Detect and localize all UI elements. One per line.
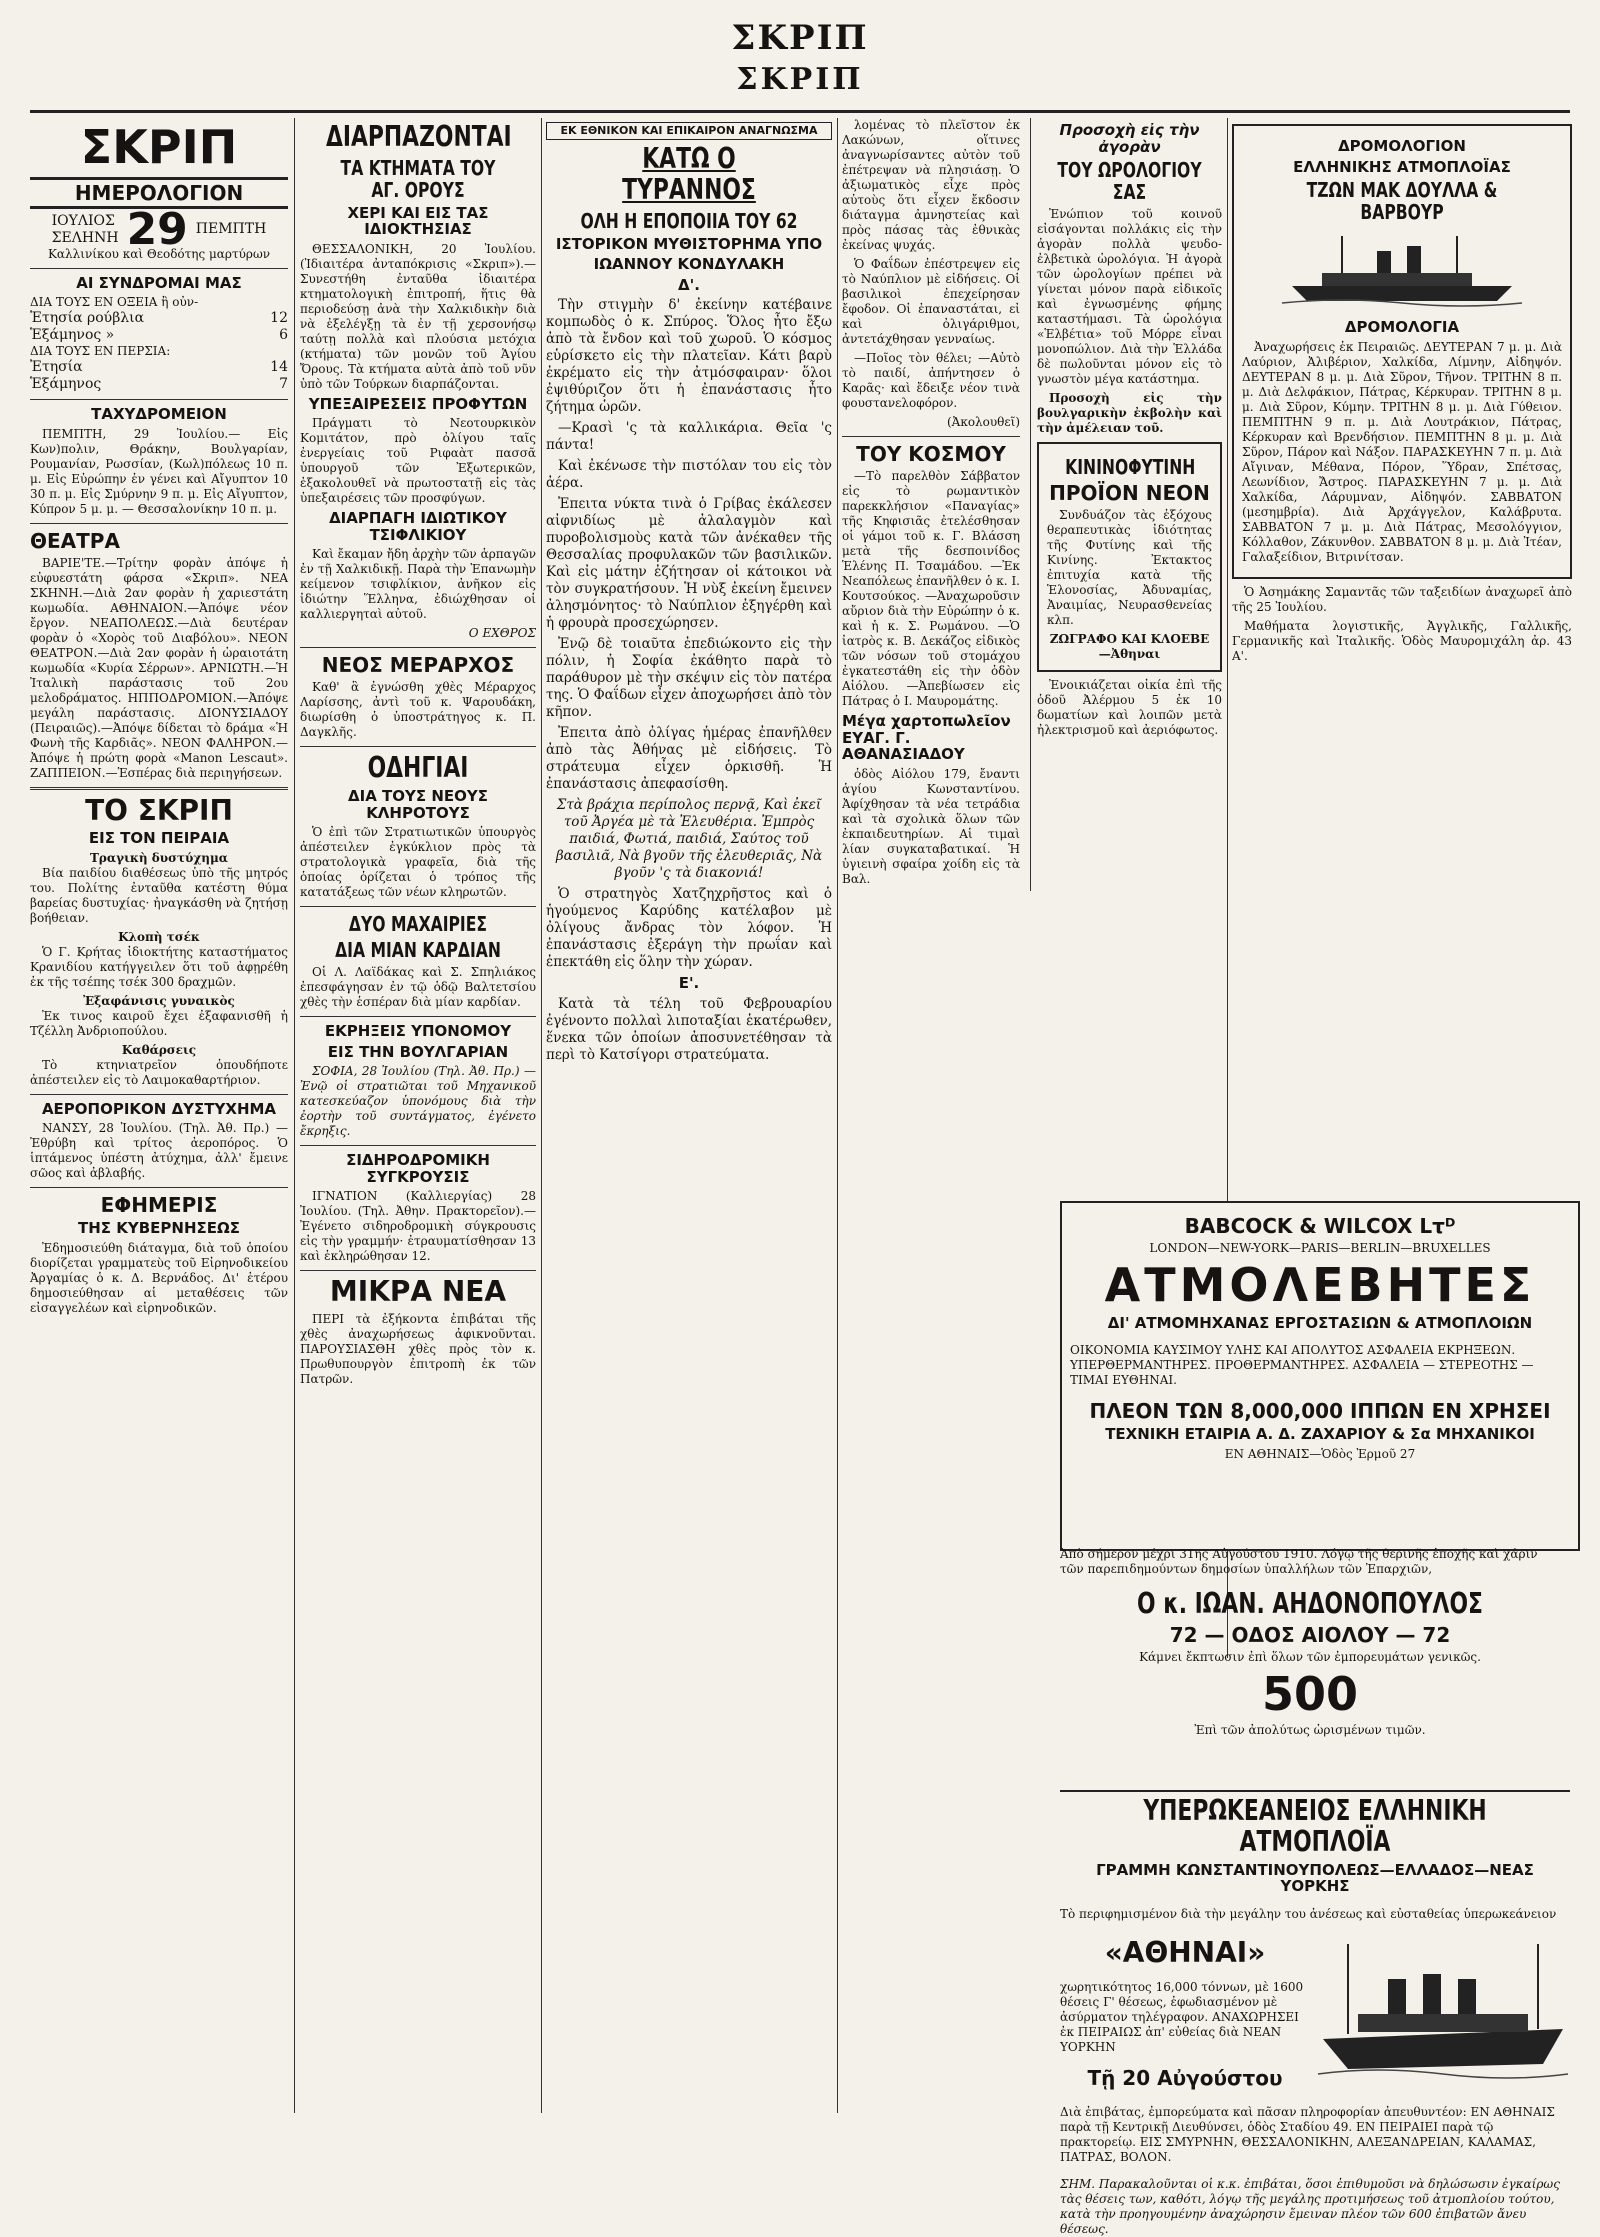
divider bbox=[300, 1016, 536, 1017]
quinine-ad bbox=[1037, 442, 1222, 672]
divider bbox=[30, 1187, 288, 1188]
line-left bbox=[1060, 1934, 1310, 2094]
line-subtitle: ΓΡΑΜΜΗ ΚΩΝΣΤΑΝΤΙΝΟΥΠΟΛΕΩΣ—ΕΛΛΑΔΟΣ—ΝΕΑΣ ΥΟΡΚΗΣ bbox=[1096, 1860, 1534, 1896]
piraeus-item-title: Κλοπὴ τσέκ bbox=[118, 929, 200, 944]
serial-text: λομένας τὸ πλεῖστον ἐκ Λακώνων, οἵτινες ἀναγνωρίσαντες αὐτὸν τοῦ ἐπέτρεψαν νὰ πλησιάσῃ. Ὁ ἀξιωματικὸς εἶχε πρὸς αὐτοὺς ὅτι εἶχεν ἔκδοσιν διάταγμα ἀμνηστείας καὶ πρὸς πάσας τὰς ἐθνικὰς ἐκείνας ψυχάς. bbox=[842, 118, 1020, 252]
theatres-text: ΒΑΡΙΕ'ΤΕ.—Τρίτην φορὰν ἀπόψε ἡ εὐφυεστάτη φάρσα «Σκριπ». ΝΕΑ ΣΚΗΝΗ.—Διὰ 2αν φορὰν ἡ χαριεστάτη κωμωδία. ΑΘΗΝΑΙΟΝ.—Ἀπόψε νέον ἔργον. ΝΕΑΠΟΛΕΩΣ.—Διὰ δευτέραν φορὰν ὁ «Χορὸς τοῦ Διαβόλου». ΝΕΟΝ ΘΕΑΤΡΟΝ.—Διὰ 2αν φορὰν ἡ ὡραιοτάτη κωμωδία «Κυρία Σέρρων». ΑΡΝΙΩΤΗ.—Ἡ Ἰταλικὴ παράστασις τοῦ 2ου μελοδράματος. ΗΠΠΟΔΡΟΜΙΟΝ.—Ἀπόψε μεγάλη παράστασις. ΔΙΟΝΥΣΙΑΔΟΥ (Πειραιῶς).—Ἀπόψε δίδεται τὸ δράμα «Ἡ Φωνὴ τῆς Καρδιᾶς». ΝΕΟΝ ΦΑΛΗΡΟΝ.—Ἀπόψε ἡ πρώτη φορὰ «Manon Lescaut». ΖΑΠΠΕΙΟΝ.—Ἑσπέρας διὰ περιηγήσεων. bbox=[30, 555, 288, 780]
shipping-schedule bbox=[1232, 124, 1572, 579]
piraeus-item-text: Ὁ Γ. Κρήτας ἰδιοκτήτης καταστήματος Κρανιδίου κατήγγειλεν ὅτι τοῦ ἀφῃρέθη ἐκ τῆς τσέπης τσέκ 300 δραχμῶν. bbox=[30, 944, 288, 989]
masthead-title-top: ΣΚΡΙΠ bbox=[731, 18, 869, 58]
watch-ad-text: Ἐνώπιον τοῦ κοινοῦ εἰσάγονται πολλάκις εἰς τὴν ἀγορὰν πολλὰ ψευδο-ἐλβετικὰ ὡρολόγια. Ἡ ἀγορὰ τῶν ὡρολογίων πρέπει νὰ γίνεται μόνον παρὰ εἰδικοῖς καὶ ἐγνωσμένης φήμης καταστήμασι. Τὰ ὡρολόγια «Ἑλβέτια» τοῦ Μόρρε εἶναι μονοπώλιον. Διὰ τὴν Ἑλλάδα δὲ πωλοῦνται μόνον εἰς τὸ γνωστὸν μέγα κατάστημα. bbox=[1037, 207, 1222, 386]
piraeus-heading: ΤΟ ΣΚΡΙΠ bbox=[85, 793, 233, 827]
article-text: Καθ' ἃ ἐγνώσθη χθὲς Μέραρχος Λαρίσσης, ἀντὶ τοῦ κ. Ψαρουδάκη, διωρίσθη ὁ ὑποστράτηγος κ. Π. Δαγκλῆς. bbox=[300, 680, 536, 740]
routes-heading: ΔΡΟΜΟΛΟΓΙΑ bbox=[1344, 318, 1460, 336]
transatlantic-ad bbox=[1060, 1790, 1570, 2237]
column-divider bbox=[837, 118, 838, 2113]
quinine-text: Συνδυάζον τὰς ἐξόχους θεραπευτικὰς ἰδιότητας τῆς Φυτίνης καὶ τῆς Κινίνης. Ἐκτακτος ἐπιτυχία κατὰ τῆς Ἑλονοσίας, Ἀδυναμίας, Ἀναιμίας, Νευρασθενείας κλπ. bbox=[1047, 508, 1212, 627]
boiler-dealer: ΤΕΧΝΙΚΗ ΕΤΑΙΡΙΑ Α. Δ. ΖΑΧΑΡΙΟΥ & Σα ΜΗΧΑΝΙΚΟΙ bbox=[1105, 1425, 1535, 1444]
piraeus-item-text: Βία παιδίου διαθέσεως ὑπὸ τῆς μητρός του. Πολίτης ἐνταῦθα κατέστη θύμα βαρείας δυστυχίας· ἠναγκάσθη νὰ ζητήσῃ βοήθειαν. bbox=[30, 865, 288, 925]
continued-note: (Ἀκολουθεῖ) bbox=[946, 415, 1020, 429]
routes-text: Ἀναχωρήσεις ἐκ Πειραιῶς. ΔΕΥΤΕΡΑΝ 7 μ. μ. Διὰ Λαύριον, Ἀλιβέριον, Χαλκίδα, Λίμνην, Αἰδηψόν. ΔΕΥΤΕΡΑΝ 8 μ. μ. Διὰ Σῦρον, Τῆνον. ΤΡΙΤΗΝ 8 π. μ. Διὰ Δελφάκιον, Πάτρας, Κέρκυραν. ΤΡΙΤΗΝ 8 μ. μ. Διὰ Σῦρον, Κύμην. ΤΡΙΤΗΝ 8 μ. μ. Διὰ Γύθειον. ΠΕΜΠΤΗΝ 9 π. μ. Διὰ Λουτράκιον, Πάτρας, Κέρκυραν καὶ Βρενδήσιον. ΠΕΜΠΤΗΝ 8 μ. μ. Διὰ Σῦρον, Πάρον καὶ Νάξον. ΠΑΡΑΣΚΕΥΗΝ 7 π. μ. Διὰ Αἴγιναν, Μέθανα, Πόρον, Ὕδραν, Σπέτσας, Λεωνίδιον, Ἄστρος. ΠΑΡΑΣΚΕΥΗΝ 7 μ. μ. Διὰ Χαλκίδα, Λάρυμναν, Αἰδηψόν. ΣΑΒΒΑΤΟΝ (μεσημβρία). Διὰ Ἀρχάγγελον, Καλάβρυτα. ΣΑΒΒΑΤΟΝ 7 μ. μ. Διὰ Πάτρας, Μεσολόγγιον, Κόλλαθον, Ζάκυνθον. ΣΑΒΒΑΤΟΝ 8 μ. μ. Διὰ Ἰτέαν, Γαλαξείδιον, Βιτρινίτσαν. bbox=[1242, 339, 1562, 564]
column-5 bbox=[1232, 118, 1572, 1178]
masthead-rule bbox=[30, 110, 1570, 113]
shipping-owner: ΤΖΩΝ ΜΑΚ ΔΟΥΛΛΑ & ΒΑΡΒΟΥΡ bbox=[1306, 178, 1498, 224]
article-text: ΠΕΡΙ τὰ ἐξήκοντα ἐπιβάται τῆς χθὲς ἀναχωρήσεως ἀφικνοῦνται. ΠΑΡΟΥΣΙΑΣΘΗ χθὲς πρὸς τὸν κ. Πρωθυπουργὸν ἐπιτροπὴ ἐκ τῶν Πατρῶν. bbox=[300, 1311, 536, 1386]
piraeus-item-title: Τραγικὴ δυστύχημα bbox=[90, 850, 228, 865]
subheadline: ΕΙΣ ΤΗΝ ΒΟΥΛΓΑΡΙΑΝ bbox=[327, 1042, 509, 1061]
piraeus-item-text: Ἐκ τινος καιροῦ ἔχει ἐξαφανισθῆ ἡ Τζέλλη Ἀνδριοπούλου. bbox=[30, 1008, 288, 1038]
headline: ΜΙΚΡΑ ΝΕΑ bbox=[329, 1275, 507, 1309]
line-title: ΥΠΕΡΩΚΕΑΝΕΙΟΣ ΕΛΛΗΝΙΚΗ ΑΤΜΟΠΛΟΪΑ bbox=[1143, 1794, 1487, 1858]
column-divider bbox=[294, 118, 295, 2113]
watch-ad-title: Προσοχὴ εἰς τὴν ἀγορὰν bbox=[1059, 121, 1200, 156]
day-number: 29 bbox=[126, 204, 188, 256]
stationery-ad-title: Μέγα χαρτοπωλεῖον ΕΥΑΓ. Γ. ΑΘΑΝΑΣΙΑΔΟΥ bbox=[842, 712, 1011, 763]
subs-row: Ἑξάμηνος 7 bbox=[30, 376, 288, 393]
line-body bbox=[1060, 1934, 1570, 2094]
bookstore-address: 72 — ΟΔΟΣ ΑΙΟΛΟΥ — 72 bbox=[1169, 1622, 1451, 1647]
boiler-address: ΕΝ ΑΘΗΝΑΙΣ—Ὁδὸς Ἐρμοῦ 27 bbox=[1224, 1446, 1416, 1461]
ocean-liner-icon bbox=[1318, 1934, 1568, 2084]
chapter-number: Δ'. bbox=[678, 275, 700, 294]
paper-name: ΣΚΡΙΠ bbox=[80, 120, 238, 174]
society-text: —Τὸ παρελθὸν Σάββατον εἰς τὸ ρωμαντικὸν παρεκκλήσιον «Παναγίας» τῆς Κηφισιᾶς ἐτελέσθησαν οἱ γάμοι τοῦ κ. Γ. Βλάσση μετὰ τῆς δεσποινίδος Ἑλένης Π. Τσαμάδου. —Ἐκ Νεαπόλεως ἐπανῆλθεν ὁ κ. Ι. Κουτσούκος. —Ἀναχωροῦσιν αὔριον διὰ τὴν Εὐρώπην ὁ κ. καὶ ἡ κ. Σ. Ρωμάνου. —Ὁ ἰατρὸς κ. Β. Δεκάζος εἰδικὸς τῶν νόσων τοῦ στομάχου ἐγκατεστάθη εἰς τὴν ὁδὸν Αἰόλου. —Ἀπεβίωσεν εἰς Πάτρας ὁ Ι. Μαυρομάτης. bbox=[842, 469, 1020, 708]
shipping-title: ΔΡΟΜΟΛΟΓΙΟΝ bbox=[1338, 137, 1466, 155]
quinine-subtitle: ΠΡΟΪΟΝ ΝΕΟΝ bbox=[1049, 481, 1210, 505]
serial-genre: ΙΣΤΟΡΙΚΟΝ ΜΥΘΙΣΤΟΡΗΜΑ ΥΠΟ bbox=[555, 234, 823, 253]
article-text: ΙΓΝΑΤΙΟΝ (Καλλιεργίας) 28 Ἰουλίου. (Τηλ. Ἀθην. Πρακτορεῖον).— Ἐγένετο σιδηροδρομικὴ σύγκρουσις εἰς τὴν γραμμήν· ἐτραυματίσθησαν 13 καὶ ἐκληρώθησαν 12. bbox=[300, 1189, 536, 1264]
line-agents: Διὰ ἐπιβάτας, ἐμπορεύματα καὶ πᾶσαν πληροφορίαν ἀπευθυντέον: ΕΝ ΑΘΗΝΑΙΣ παρὰ τῇ Κεντρικῇ Διευθύνσει, ὁδὸς Σταδίου 49. ΕΝ ΠΕΙΡΑΙΕΙ παρὰ τῷ πρακτορείῳ. ΕΙΣ ΣΜΥΡΝΗΝ, ΘΕΣΣΑΛΟΝΙΚΗΝ, ΑΛΕΞΑΝΔΡΕΙΑΝ, ΚΑΛΑΜΑΣ, ΠΑΤΡΑΣ, ΒΟΛΟΝ. bbox=[1060, 2105, 1555, 2165]
chapter-number: Ε'. bbox=[678, 974, 700, 993]
bookstore-foot: Ἐπὶ τῶν ἀπολύτως ὡρισμένων τιμῶν. bbox=[1194, 1723, 1426, 1738]
subs-persia: ΔΙΑ ΤΟΥΣ ΕΝ ΠΕΡΣΙΑ: bbox=[30, 344, 171, 359]
masthead-title-bottom: ΣΚΡΙΠ bbox=[736, 62, 864, 97]
serial-text: —Κρασὶ 'ς τὰ καλλικάρια. Θεῖα 'ς πάντα! bbox=[546, 420, 832, 454]
column-3 bbox=[546, 118, 832, 2108]
gazette-text: Ἐδημοσιεύθη διάταγμα, διὰ τοῦ ὁποίου διορίζεται γραμματεὺς τοῦ Εἰρηνοδικείου Ἀργαμίας ὁ κ. Δ. Βερνάδος. Δι' ἑτέρου δημοσιεύθησαν αἱ μεταθέσεις τῶν εἰσαγγελέων καὶ εἰρηνοδικῶν. bbox=[30, 1240, 288, 1315]
serial-text: Ἐπειτα νύκτα τινὰ ὁ Γρίβας ἐκάλεσεν αἰφνιδίως μὲ ἀλαλαγμὸν καὶ πυροβολισμοὺς κατὰ τῶν ἀνέκαθεν τῆς Θεσσαλίας προφυλακῶν τῶν βασιλικῶν. Καὶ εἰς μάτην ἐζήτησαν οἱ κάτοικοι νὰ τὸν συγκρατήσουν. Ἡ νὺξ ἐκείνη ἔμεινεν ἀλησμόνητος· τὸ Ναύπλιον ἐξηγέρθη καὶ ἡ φρουρὰ προσεχώρησεν. bbox=[546, 496, 832, 632]
quinine-title: ΚΙΝΙΝΟΦΥΤΙΝΗ bbox=[1065, 455, 1196, 479]
stationery-ad-text: ὁδὸς Αἰόλου 179, ἔναντι ἁγίου Κωνσταντίνου. Ἀφίχθησαν τὰ νέα τετράδια καὶ τὰ σχολικὰ ὅλων τῶν ἐκπαιδευτηρίων. Αἱ τιμαὶ λίαν συγκαταβατικαί. Ἡ ὑγιεινὴ σφαίρα χοίδη εἰς τὰ Βαλ. bbox=[842, 766, 1020, 886]
lessons-notice: Μαθήματα λογιστικῆς, Ἀγγλικῆς, Γαλλικῆς, Γερμανικῆς καὶ Ἰταλικῆς. Ὁδὸς Μαυρομιχάλη ἀρ. 43 Α'. bbox=[1232, 618, 1572, 663]
article-text: Καὶ ἔκαμαν ἤδη ἀρχὴν τῶν ἁρπαγῶν ἐν τῇ Χαλκιδικῇ. Παρὰ τὴν Ἐπανωμὴν κείμενον τσιφλίκιον, ἀνῆκον εἰς ἰδιώτην Ἕλληνα, ἐδιώχθησαν οἱ καλλιεργηταὶ αὐτοῦ. bbox=[300, 547, 536, 622]
headline: ΤΑ ΚΤΗΜΑΤΑ ΤΟΥ ΑΓ. ΟΡΟΥΣ bbox=[340, 155, 496, 202]
serial-verse: Στὰ βράχια περίπολος περνᾷ, Καὶ ἐκεῖ τοῦ Ἀργέα μὲ τὰ Ἐλευθέρια. Ἐμπρὸς παιδιά, Φωτιά, παιδιά, Σαύτος τοῦ βασιλιᾶ, Νὰ βγοῦν τῆς ἐλευθεριᾶς, Νὰ βγοῦν 'ς τὰ διακονιά! bbox=[555, 797, 823, 882]
boiler-brand: BABCOCK & WILCOX Lτᴰ bbox=[1184, 1214, 1456, 1238]
divider bbox=[30, 399, 288, 400]
divider bbox=[30, 1094, 288, 1095]
serial-text: Ἐνῷ δὲ τοιαῦτα ἐπεδιώκοντο εἰς τὴν πόλιν, ἡ Σοφία ἐκάθητο παρὰ τὸ παράθυρον μὲ τὴν σκέψιν εἰς τὸν πατέρα της. Ὁ Φαΐδων εἶχεν ἀποχωρήσει ἀπὸ τὸν κῆπον. bbox=[546, 636, 832, 721]
bookstore-text: Ἀπὸ σήμερον μέχρι 31ης Αὐγούστου 1910. Λόγῳ τῆς θερινῆς ἐποχῆς καὶ χάριν τῶν παρεπιδημούντων δημοσίων ὑπαλλήλων τῶν Ἐπαρχιῶν, bbox=[1060, 1547, 1538, 1576]
serial-author: ΙΩΑΝΝΟΥ ΚΟΝΔΥΛΑΚΗ bbox=[593, 255, 785, 274]
article-text: ΣΟΦΙΑ, 28 Ἰουλίου (Τηλ. Ἀθ. Πρ.) —Ἐνῷ οἱ στρατιῶται τοῦ Μηχανικοῦ κατεσκεύαζον ὑπονόμους διὰ τὴν ἐορτὴν τοῦ συντάγματος, ἐγένετο ἔκρηξις. bbox=[300, 1064, 536, 1139]
serial-title: ΚΑΤΩ Ο ΤΥΡΑΝΝΟΣ bbox=[622, 142, 756, 206]
divider bbox=[300, 1270, 536, 1271]
post-text: ΠΕΜΠΤΗ, 29 Ἰουλίου.— Εἰς Κων)πολιν, Θράκην, Βουλγαρίαν, Ρουμανίαν, Ρωσσίαν, (Κωλ)πόλεως 10 π. μ. Εἰς Εὐρώπην ἐν γένει καὶ Αἴγυπτον 10 30 π. μ. Εἰς Σμύρνην 9 π. μ. Εἰς Αἴγυπτον, Κύπρον 5 μ. μ. — Θεσσαλονίκην 10 π. μ. bbox=[30, 426, 288, 516]
article-text: ΘΕΣΣΑΛΟΝΙΚΗ, 20 Ἰουλίου. (Ἰδιαιτέρα ἀνταπόκρισις «Σκριπ»).— Συνεστήθη ἐνταῦθα ἰδιαιτέρα κτηματολογικὴ ἐπιτροπή, ἥτις θὰ περιοδεύσῃ ἀνὰ τὴν Χαλκιδικὴν διὰ νὰ ἐξελέγξῃ τὰ ἐν τῇ χερσονήσῳ ταύτῃ πολλὰ καὶ πλούσια μετόχια (κτήματα) τῶν μονῶν τοῦ Ἁγίου Ὄρους. Τὰ κτήματα αὐτὰ ἀπὸ τοῦ νῦν ὑπὸ τῶν Τούρκων διαρπάζονται. bbox=[300, 241, 536, 391]
serial-text: Ὁ στρατηγὸς Χατζηχρῆστος καὶ ὁ ἡγούμενος Καρύδης κατέλαβον μὲ ὀλίγους ἄνδρας τὸν λόφον. Ἡ ἐπανάστασις ἐξεράγη τὴν πρωΐαν καὶ ἐπεκτάθη εἰς ὅλην τὴν χώραν. bbox=[546, 886, 832, 971]
headline: ΟΔΗΓΙΑΙ bbox=[367, 751, 469, 785]
theatres-heading: ΘΕΑΤΡΑ bbox=[30, 528, 120, 553]
serial-kicker: ΕΚ ΕΘΝΙΚΟΝ ΚΑΙ ΕΠΙΚΑΙΡΟΝ ΑΝΑΓΝΩΣΜΑ bbox=[546, 122, 832, 140]
boiler-stat: ΠΛΕΟΝ ΤΩΝ 8,000,000 ΙΠΠΩΝ ΕΝ ΧΡΗΣΕΙ bbox=[1089, 1399, 1551, 1424]
watch-ad-subtitle: ΤΟΥ ΩΡΟΛΟΓΙΟΥ ΣΑΣ bbox=[1057, 158, 1202, 204]
divider bbox=[300, 906, 536, 907]
subs-row: Ἐτησία ρούβλια 12 bbox=[30, 310, 288, 327]
month-label: ΙΟΥΛΙΟΣ bbox=[51, 212, 115, 229]
subheadline: ΔΙΑ ΤΟΥΣ ΝΕΟΥΣ ΚΛΗΡΟΤΟΥΣ bbox=[348, 787, 488, 822]
headline: ΕΚΡΗΞΕΙΣ ΥΠΟΝΟΜΟΥ bbox=[324, 1022, 512, 1041]
air-accident-heading: ΑΕΡΟΠΟΡΙΚΟΝ ΔΥΣΤΥΧΗΜΑ bbox=[41, 1099, 277, 1118]
society-heading: ΤΟΥ ΚΟΣΜΟΥ bbox=[856, 442, 1006, 466]
piraeus-item-title: Ἐξαφάνισις γυναικὸς bbox=[83, 993, 235, 1008]
headline: ΔΙΑΡΠΑΖΟΝΤΑΙ bbox=[325, 120, 512, 153]
bookstore-offer: Κάμνει ἔκπτωσιν ἐπὶ ὅλων τῶν ἐμπορευμάτων γενικῶς. bbox=[1139, 1649, 1481, 1664]
divider bbox=[300, 746, 536, 747]
piraeus-item-text: Τὸ κτηνιατρεῖον ὁπουδήποτε ἀπέστειλεν εἰς τὸ Λαιμοκαθαρτήριον. bbox=[30, 1057, 288, 1087]
subscriptions-heading: ΑΙ ΣΥΝΔΡΟΜΑΙ ΜΑΣ bbox=[76, 273, 242, 292]
quinine-maker: ΖΩΓΡΑΦΟ ΚΑΙ ΚΛΟΕΒΕ—Ἀθηναι bbox=[1049, 632, 1210, 661]
serial-text: Ἐπειτα ἀπὸ ὀλίγας ἡμέρας ἐπανῆλθεν ἀπὸ τὰς Ἀθήνας μὲ εἰδήσεις. Τὸ στράτευμα εἶχεν ὁρκισθῆ. Ἡ ἐπανάστασις ἀπεφασίσθη. bbox=[546, 725, 832, 793]
boiler-ad bbox=[1060, 1201, 1580, 1551]
column-2 bbox=[300, 118, 536, 2108]
shipping-note: Ὁ Ἀσημάκης Σαμαντᾶς τῶν ταξειδίων ἀναχωρεῖ ἀπὸ τῆς 25 Ἰουλίου. bbox=[1232, 584, 1572, 614]
bookstore-ad bbox=[1060, 1535, 1560, 1785]
ship-name: «ΑΘΗΝΑΙ» bbox=[1104, 1935, 1266, 1969]
serial-text: Ὁ Φαΐδων ἐπέστρεψεν εἰς τὸ Ναύπλιον μὲ εἰδήσεις. Οἱ βασιλικοὶ ἐπεχείρησαν ἔφοδον. Οἱ ἐπαναστάται, εἰ καὶ ὀλιγάριθμοι, ἀντετάχθησαν γενναίως. bbox=[842, 257, 1020, 346]
divider bbox=[842, 436, 1020, 437]
bookstore-number: 500 bbox=[1261, 1666, 1359, 1721]
moon-label: ΣΕΛΗΝΗ bbox=[51, 229, 119, 246]
subheadline: ΧΕΡΙ ΚΑΙ ΕΙΣ ΤΑΣ ΙΔΙΟΚΤΗΣΙΑΣ bbox=[347, 203, 489, 239]
serial-text: Καὶ ἐκένωσε τὴν πιστόλαν του εἰς τὸν ἀέρα. bbox=[546, 458, 832, 492]
serial-text: —Ποῖος τὸν θέλει; —Αὐτὸ τὸ παιδί, ἀπήντησεν ὁ Καρᾶς· καὶ ἔδειξε νέον τινὰ φουστανελοφόρον. bbox=[842, 351, 1020, 410]
line-text: χωρητικότητος 16,000 τόννων, μὲ 1600 θέσεις Γ' θέσεως, ἐφωδιασμένον μὲ ἀσύρματον τηλέγραφον. ΑΝΑΧΩΡΗΣΕΙ ἐκ ΠΕΙΡΑΙΩΣ ἀπ' εὐθείας διὰ ΝΕΑΝ ΥΟΡΚΗΝ bbox=[1060, 1980, 1304, 2055]
boiler-text: ΟΙΚΟΝΟΜΙΑ ΚΑΥΣΙΜΟΥ ΥΛΗΣ ΚΑΙ ΑΠΟΛΥΤΟΣ ΑΣΦΑΛΕΙΑ ΕΚΡΗΞΕΩΝ. ΥΠΕΡΘΕΡΜΑΝΤΗΡΕΣ. ΠΡΟΘΕΡΜΑΝΤΗΡΕΣ. ΑΣΦΑΛΕΙΑ — ΣΤΕΡΕΟΤΗΣ — ΤΙΜΑΙ ΕΥΘΗΝΑΙ. bbox=[1070, 1343, 1534, 1388]
serial-text: Τὴν στιγμὴν δ' ἐκείνην κατέβαινε κομπωδὸς ὁ κ. Σπύρος. Ὅλος ἦτο ἔξω ἀπὸ τὰ ἔνδον καὶ τοῦ χωροῦ. Ὁ κόσμος εὑρίσκετο εἰς τὴν πλατεῖαν. Κάτι βαρὺ ἐκρέματο εἰς τὴν ἀτμόσφαιραν· ὅλοι ἐψιθύριζον ὅτι ἡ ἐπανάστασις ἦτο ζήτημα ὡρῶν. bbox=[546, 297, 832, 416]
gazette-subheading: ΤΗΣ ΚΥΒΕΡΝΗΣΕΩΣ bbox=[77, 1219, 240, 1238]
article-text: Πράγματι τὸ Νεοτουρκικὸν Κομιτάτον, πρὸ ὀλίγου ταῖς ἐνεργείαις τοῦ Ριφαὰτ πασσᾶ ὑπουργοῦ τῶν Ἐξωτερικῶν, ἐξακολουθεῖ νὰ πρωτοστατῇ εἰς τὰς ὑπεξαιρέσεις τῶν προσφύγων. bbox=[300, 416, 536, 506]
article-text: Οἱ Λ. Λαϊδάκας καὶ Σ. Σπηλιάκος ἐπεσφάγησαν ἐν τῷ ὁδῷ Βαλτετσίου χθὲς τὴν ἑσπέραν διὰ μίαν καρδίαν. bbox=[300, 965, 536, 1010]
headline: ΣΙΔΗΡΟΔΡΟΜΙΚΗ ΣΥΓΚΡΟΥΣΙΣ bbox=[346, 1151, 490, 1186]
line-intro: Τὸ περιφημισμένον διὰ τὴν μεγάλην του ἀνέσεως καὶ εὐσταθείας ὑπερωκεάνειον bbox=[1060, 1906, 1557, 1921]
line-note: ΣΗΜ. Παρακαλοῦνται οἱ κ.κ. ἐπιβάται, ὅσοι ἐπιθυμοῦσι νὰ δηλώσωσιν ἐγκαίρως τὰς θέσεις των, καθότι, λόγῳ τῆς μεγάλης προτιμήσεως τοῦ ἀτμοπλοίου τούτου, κατὰ τὴν προηγουμένην ἀναχώρησιν ἔμειναν πλέον τῶν 600 ἐπιβατῶν ἄνευ θέσεως. bbox=[1060, 2177, 1560, 2237]
divider bbox=[30, 787, 288, 790]
air-accident-text: ΝΑΝΣΥ, 28 Ἰουλίου. (Τηλ. Ἀθ. Πρ.) —Ἐθρύβη καὶ τρίτος ἀεροπόρος. Ὁ ἱπτάμενος ὑπέστη ἀτύχημα, ἀλλ' ἔμεινε σῶος καὶ ἀβλαβής. bbox=[30, 1121, 288, 1181]
shipping-subtitle: ΕΛΛΗΝΙΚΗΣ ΑΤΜΟΠΛΟΪΑΣ bbox=[1293, 157, 1511, 176]
bookstore-name: Ο κ. ΙΩΑΝ. ΑΗΔΟΝΟΠΟΥΛΟΣ bbox=[1137, 1587, 1483, 1620]
piraeus-item-title: Καθάρσεις bbox=[121, 1042, 197, 1057]
subs-row: Ἑξάμηνος » 6 bbox=[30, 327, 288, 344]
headline: ΔΥΟ ΜΑΧΑΙΡΙΕΣ bbox=[348, 912, 488, 937]
piraeus-subheading: ΕΙΣ ΤΟΝ ΠΕΙΡΑΙΑ bbox=[88, 829, 230, 848]
divider bbox=[300, 1145, 536, 1146]
boiler-cities: LONDON—NEW-YORK—PARIS—BERLIN—BRUXELLES bbox=[1149, 1241, 1491, 1255]
line-date: Τῇ 20 Αὐγούστου bbox=[1087, 2066, 1283, 2091]
masthead bbox=[0, 0, 1600, 95]
post-heading: ΤΑΧΥΔΡΟΜΕΙΟΝ bbox=[91, 405, 227, 424]
subs-row: Ἐτησία 14 bbox=[30, 359, 288, 376]
calendar-heading: ΗΜΕΡΟΛΟΓΙΟΝ bbox=[30, 177, 288, 209]
weekday-label: ΠΕΜΠΤΗ bbox=[195, 221, 267, 238]
saints-of-day: Καλλινίκου καὶ Θεοδότης μαρτύρων bbox=[47, 246, 271, 261]
divider bbox=[30, 268, 288, 269]
boiler-title: ΑΤΜΟΛΕΒΗΤΕΣ bbox=[1104, 1258, 1536, 1312]
ads-column bbox=[1030, 118, 1222, 891]
headline: ΝΕΟΣ ΜΕΡΑΡΧΟΣ bbox=[321, 653, 515, 678]
subheadline: ΥΠΕΞΑΙΡΕΣΕΙΣ ΠΡΟΦΥΤΩΝ bbox=[308, 394, 528, 413]
rental-notice: Ἐνοικιάζεται οἰκία ἐπὶ τῆς ὁδοῦ Ἀλέρμου 5 ἐκ 10 δωματίων καὶ λοιπῶν μετὰ ἠλεκτρισμοῦ καὶ ἀεριόφωτος. bbox=[1037, 678, 1222, 737]
serial-subtitle: ΟΛΗ Η ΕΠΟΠΟΙΙΑ ΤΟΥ 62 bbox=[580, 208, 798, 233]
subheadline: ΔΙΑΡΠΑΓΗ ΙΔΙΩΤΙΚΟΥ ΤΣΙΦΛΙΚΙΟΥ bbox=[329, 509, 507, 544]
divider bbox=[300, 647, 536, 648]
column-4-top bbox=[842, 118, 1222, 891]
article-text: Ὁ ἐπὶ τῶν Στρατιωτικῶν ὑπουργὸς ἀπέστειλεν ἐγκύκλιον πρὸς τὰ στρατολογικὰ γραφεῖα, διὰ τῆς ὁποίας ὁρίζεται ὁ τρόπος τῆς κατατάξεως τῶν νέων κληρωτῶν. bbox=[300, 825, 536, 900]
serial-continued bbox=[842, 118, 1020, 891]
divider bbox=[30, 523, 288, 524]
headline: ΔΙΑ ΜΙΑΝ ΚΑΡΔΙΑΝ bbox=[335, 938, 501, 963]
steamship-icon bbox=[1282, 231, 1522, 311]
serial-text: Κατὰ τὰ τέλη τοῦ Φεβρουαρίου ἐγένοντο πολλαὶ λιποταξίαι ἑκατέρωθεν, ἕνεκα τῶν ὁποίων ἀποσυνετέθησαν τὰ περὶ τὸ Κατσίγορι στρατεύματα. bbox=[546, 995, 832, 1063]
gazette-heading: ΕΦΗΜΕΡΙΣ bbox=[100, 1193, 218, 1218]
byline: Ο ΕΧΘΡΟΣ bbox=[468, 626, 536, 641]
column-1 bbox=[30, 118, 288, 2108]
column-divider bbox=[541, 118, 542, 2113]
subs-domestic: ΔΙΑ ΤΟΥΣ ΕΝ ΟΞΕΙΑ ἢ οὐν- bbox=[30, 295, 199, 310]
boiler-subtitle: ΔΙ' ΑΤΜΟΜΗΧΑΝΑΣ ΕΡΓΟΣΤΑΣΙΩΝ & ΑΤΜΟΠΛΟΙΩΝ bbox=[1107, 1313, 1533, 1332]
watch-ad-foot: Προσοχὴ εἰς τὴν βουλγαρικὴν ἐκβολὴν καὶ τὴν ἀμέλειαν τοῦ. bbox=[1037, 391, 1222, 435]
